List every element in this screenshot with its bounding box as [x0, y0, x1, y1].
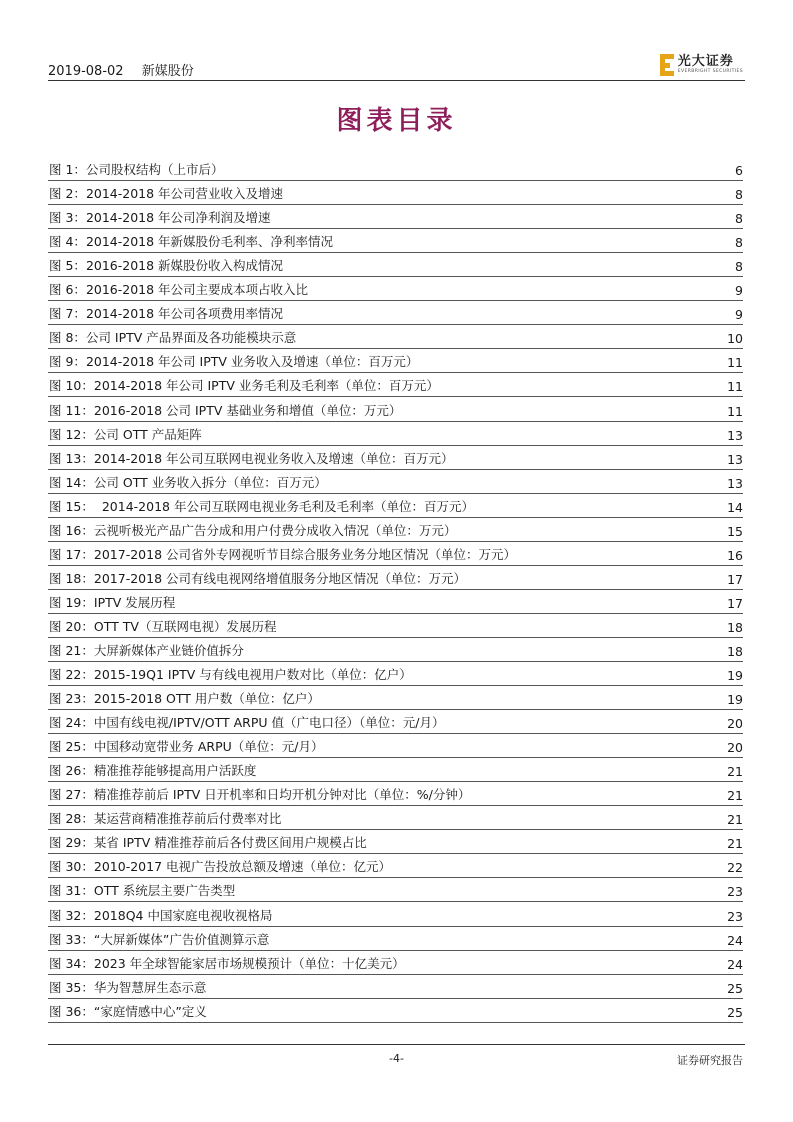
toc-figure-title: 公司 OTT 业务收入拆分（单位：百万元）	[93, 474, 327, 490]
toc-figure-title: 华为智慧屏生态示意	[93, 979, 207, 995]
toc-figure-number: 图 27：	[49, 787, 94, 803]
toc-figure-number: 图 4：	[49, 234, 86, 250]
toc-figure-number: 图 36：	[49, 1003, 94, 1019]
toc-page-number: 21	[727, 812, 743, 828]
toc-figure-title: 某运营商精准推荐前后付费率对比	[93, 811, 282, 827]
toc-entry-label	[48, 809, 281, 827]
toc-entry[interactable]	[48, 806, 743, 830]
toc-page-number: 6	[735, 163, 743, 179]
toc-page-number: 21	[727, 764, 743, 780]
toc-entry[interactable]	[48, 686, 743, 710]
toc-figure-title: 2023 年全球智能家居市场规模预计（单位：十亿美元）	[93, 955, 405, 971]
toc-entry-label	[48, 930, 269, 948]
toc-entry-label	[48, 906, 272, 924]
toc-figure-number: 图 13：	[49, 450, 94, 466]
toc-entry-label	[48, 713, 444, 731]
toc-page-number: 16	[727, 547, 743, 563]
toc-entry[interactable]	[48, 205, 743, 229]
toc-entry-label	[48, 401, 401, 419]
toc-figure-title: IPTV 发展历程	[93, 594, 176, 610]
toc-entry-label	[48, 376, 439, 394]
brand-logo	[660, 52, 743, 78]
toc-page-number: 24	[727, 932, 743, 948]
toc-entry[interactable]	[48, 253, 743, 277]
toc-figure-number: 图 25：	[49, 739, 94, 755]
toc-figure-number: 图 35：	[49, 979, 94, 995]
toc-entry-label	[48, 785, 470, 803]
toc-figure-title: 2015-19Q1 IPTV 与有线电视用户数对比（单位：亿户）	[93, 667, 412, 683]
toc-entry-label	[48, 208, 271, 226]
toc-entry[interactable]	[48, 734, 743, 758]
toc-page-number: 11	[727, 379, 743, 395]
toc-entry-label	[48, 857, 391, 875]
toc-figure-title: “大屏新媒体”广告价值测算示意	[93, 931, 270, 947]
toc-entry-label	[48, 449, 454, 467]
toc-figure-number: 图 2：	[49, 186, 86, 202]
toc-entry-label	[48, 280, 308, 298]
toc-page-number: 11	[727, 355, 743, 371]
toc-entry[interactable]	[48, 590, 743, 614]
toc-entry[interactable]	[48, 181, 743, 205]
footer-page-number: -4-	[389, 1052, 404, 1065]
toc-figure-title: 2018Q4 中国家庭电视收视格局	[93, 907, 273, 923]
toc-entry[interactable]	[48, 830, 743, 854]
footer-label: 证券研究报告	[677, 1054, 743, 1067]
toc-entry-label	[48, 328, 296, 346]
toc-figure-number: 图 31：	[49, 883, 94, 899]
toc-page-number: 24	[727, 956, 743, 972]
toc-entry[interactable]	[48, 349, 743, 373]
report-date: 2019-08-02	[48, 64, 124, 79]
toc-entry-label	[48, 593, 175, 611]
toc-figure-number: 图 12：	[49, 426, 94, 442]
toc-page-number: 20	[727, 716, 743, 732]
toc-figure-title: “家庭情感中心”定义	[93, 1003, 207, 1019]
toc-figure-number: 图 19：	[49, 594, 94, 610]
toc-entry[interactable]	[48, 470, 743, 494]
toc-figure-number: 图 8：	[49, 330, 86, 346]
toc-entry-label	[48, 954, 405, 972]
toc-entry-label	[48, 569, 466, 587]
toc-figure-title: 2017-2018 公司省外专网视听节目综合服务业务分地区情况（单位：万元）	[93, 546, 516, 562]
toc-figure-title: 公司股权结构（上市后）	[85, 162, 224, 178]
toc-entry[interactable]	[48, 494, 743, 518]
toc-entry-label	[48, 665, 412, 683]
toc-figure-number: 图 21：	[49, 642, 94, 658]
toc-entry-label	[48, 425, 202, 443]
toc-figure-number: 图 33：	[49, 931, 94, 947]
toc-entry[interactable]	[48, 927, 743, 951]
toc-figure-title: 大屏新媒体产业链价值拆分	[93, 642, 244, 658]
toc-entry-label	[48, 304, 283, 322]
toc-entry-label	[48, 497, 474, 515]
toc-figure-title: 2014-2018 年公司 IPTV 业务收入及增速（单位：百万元）	[85, 354, 419, 370]
page-title: 图表目录	[336, 106, 457, 136]
toc-figure-number: 图 24：	[49, 715, 94, 731]
toc-figure-title: 2014-2018 年公司 IPTV 业务毛利及毛利率（单位：百万元）	[93, 378, 439, 394]
toc-figure-title: 2014-2018 年新媒股份毛利率、净利率情况	[85, 234, 334, 250]
toc-page-number: 11	[727, 403, 743, 419]
footer-divider	[48, 1044, 745, 1045]
toc-figure-number: 图 10：	[49, 378, 94, 394]
toc-figure-number: 图 15：	[49, 498, 94, 514]
toc-page-number: 23	[727, 908, 743, 924]
toc-figure-title: 2015-2018 OTT 用户数（单位：亿户）	[93, 691, 320, 707]
toc-entry-label	[48, 737, 324, 755]
toc-page-number: 8	[735, 187, 743, 203]
toc-entry-label	[48, 473, 327, 491]
toc-entry[interactable]	[48, 542, 743, 566]
toc-entry[interactable]	[48, 446, 743, 470]
toc-entry[interactable]	[48, 518, 743, 542]
toc-page-number: 25	[727, 1004, 743, 1020]
toc-page-number: 18	[727, 643, 743, 659]
toc-figure-title: 精准推荐前后 IPTV 日开机率和日均开机分钟对比（单位：%/分钟）	[93, 787, 471, 803]
toc-page-number: 21	[727, 836, 743, 852]
header-divider	[48, 80, 745, 81]
toc-entry-label	[48, 184, 283, 202]
toc-page-number: 19	[727, 668, 743, 684]
toc-list	[48, 157, 743, 1023]
company-name: 新媒股份	[141, 64, 194, 79]
logo-cn: 光大证券	[677, 54, 734, 70]
toc-page-number: 22	[727, 860, 743, 876]
toc-figure-title: 某省 IPTV 精准推荐前后各付费区间用户规模占比	[93, 835, 367, 851]
toc-entry[interactable]	[48, 638, 743, 662]
toc-figure-number: 图 17：	[49, 546, 94, 562]
toc-entry[interactable]	[48, 975, 743, 999]
toc-entry[interactable]	[48, 422, 743, 446]
toc-entry-label	[48, 978, 206, 996]
toc-figure-title: 2014-2018 年公司互联网电视业务毛利及毛利率（单位：百万元）	[93, 498, 474, 514]
toc-figure-title: OTT TV（互联网电视）发展历程	[93, 618, 277, 634]
toc-entry-label	[48, 256, 283, 274]
toc-figure-title: 公司 IPTV 产品界面及各功能模块示意	[85, 330, 297, 346]
toc-page-number: 21	[727, 788, 743, 804]
toc-page-number: 25	[727, 980, 743, 996]
toc-figure-number: 图 1：	[49, 162, 86, 178]
logo-en: EVERBRIGHT SECURITIES	[677, 69, 743, 75]
toc-entry[interactable]	[48, 999, 743, 1023]
toc-page-number: 20	[727, 740, 743, 756]
toc-entry[interactable]	[48, 662, 743, 686]
toc-figure-title: 云视听极光产品广告分成和用户付费分成收入情况（单位：万元）	[93, 522, 457, 538]
toc-page-number: 13	[727, 427, 743, 443]
toc-figure-title: 中国有线电视/IPTV/OTT ARPU 值（广电口径）（单位：元/月）	[93, 715, 445, 731]
toc-figure-number: 图 29：	[49, 835, 94, 851]
toc-figure-number: 图 5：	[49, 258, 86, 274]
logo-mark-icon	[660, 54, 674, 76]
toc-entry[interactable]	[48, 710, 743, 734]
toc-entry-label	[48, 1002, 207, 1020]
toc-entry[interactable]	[48, 902, 743, 926]
toc-page-number: 8	[735, 211, 743, 227]
toc-entry[interactable]	[48, 854, 743, 878]
toc-figure-title: 2014-2018 年公司净利润及增速	[85, 210, 271, 226]
toc-figure-number: 图 32：	[49, 907, 94, 923]
toc-figure-title: 2014-2018 年公司营业收入及增速	[85, 186, 284, 202]
toc-page-number: 14	[727, 499, 743, 515]
toc-page-number: 13	[727, 475, 743, 491]
toc-figure-number: 图 30：	[49, 859, 94, 875]
toc-entry[interactable]	[48, 277, 743, 301]
toc-entry-label	[48, 689, 320, 707]
toc-figure-title: OTT 系统层主要广告类型	[93, 883, 236, 899]
toc-figure-number: 图 23：	[49, 691, 94, 707]
toc-entry-label	[48, 617, 276, 635]
toc-entry-label	[48, 232, 333, 250]
toc-entry[interactable]	[48, 325, 743, 349]
toc-entry-label	[48, 521, 456, 539]
toc-entry[interactable]	[48, 301, 743, 325]
toc-entry-label	[48, 545, 516, 563]
toc-entry[interactable]	[48, 157, 743, 181]
toc-page-number: 23	[727, 884, 743, 900]
toc-page-number: 15	[727, 523, 743, 539]
toc-entry[interactable]	[48, 614, 743, 638]
toc-entry[interactable]	[48, 951, 743, 975]
toc-entry[interactable]	[48, 229, 743, 253]
toc-entry[interactable]	[48, 758, 743, 782]
toc-entry-label	[48, 881, 235, 899]
toc-figure-title: 2010-2017 电视广告投放总额及增速（单位：亿元）	[93, 859, 391, 875]
toc-entry[interactable]	[48, 878, 743, 902]
toc-figure-title: 2014-2018 年公司各项费用率情况	[85, 306, 284, 322]
toc-figure-number: 图 26：	[49, 763, 94, 779]
toc-page-number: 9	[735, 283, 743, 299]
page-header	[48, 52, 745, 82]
toc-entry-label	[48, 641, 244, 659]
toc-page-number: 13	[727, 451, 743, 467]
toc-figure-title: 2017-2018 公司有线电视网络增值服务分地区情况（单位：万元）	[93, 570, 466, 586]
toc-entry[interactable]	[48, 566, 743, 590]
toc-page-number: 17	[727, 571, 743, 587]
toc-figure-title: 精准推荐能够提高用户活跃度	[93, 763, 257, 779]
toc-entry-label	[48, 761, 256, 779]
toc-figure-number: 图 9：	[49, 354, 86, 370]
toc-page-number: 17	[727, 595, 743, 611]
toc-figure-number: 图 7：	[49, 306, 86, 322]
toc-figure-number: 图 3：	[49, 210, 86, 226]
toc-entry-label	[48, 352, 418, 370]
toc-page-number: 10	[727, 331, 743, 347]
toc-entry-label	[48, 833, 367, 851]
toc-figure-number: 图 34：	[49, 955, 94, 971]
toc-figure-number: 图 28：	[49, 811, 94, 827]
toc-page-number: 18	[727, 619, 743, 635]
toc-figure-number: 图 20：	[49, 618, 94, 634]
toc-page-number: 8	[735, 259, 743, 275]
toc-figure-title: 2016-2018 公司 IPTV 基础业务和增值（单位：万元）	[93, 402, 402, 418]
toc-figure-number: 图 14：	[49, 474, 94, 490]
toc-entry[interactable]	[48, 373, 743, 397]
toc-figure-title: 公司 OTT 产品矩阵	[93, 426, 202, 442]
toc-figure-number: 图 16：	[49, 522, 94, 538]
toc-page-number: 19	[727, 692, 743, 708]
toc-figure-number: 图 6：	[49, 282, 86, 298]
toc-figure-number: 图 18：	[49, 570, 94, 586]
toc-figure-number: 图 11：	[49, 402, 94, 418]
logo-text	[678, 55, 743, 75]
toc-figure-number: 图 22：	[49, 667, 94, 683]
toc-page-number: 9	[735, 307, 743, 323]
toc-figure-title: 2014-2018 年公司互联网电视业务收入及增速（单位：百万元）	[93, 450, 454, 466]
toc-figure-title: 2016-2018 年公司主要成本项占收入比	[85, 282, 309, 298]
toc-page-number: 8	[735, 235, 743, 251]
toc-entry-label	[48, 160, 223, 178]
toc-figure-title: 2016-2018 新媒股份收入构成情况	[85, 258, 284, 274]
toc-figure-title: 中国移动宽带业务 ARPU（单位：元/月）	[93, 739, 324, 755]
header-left	[48, 60, 194, 79]
toc-entry[interactable]	[48, 782, 743, 806]
toc-entry[interactable]	[48, 397, 743, 421]
